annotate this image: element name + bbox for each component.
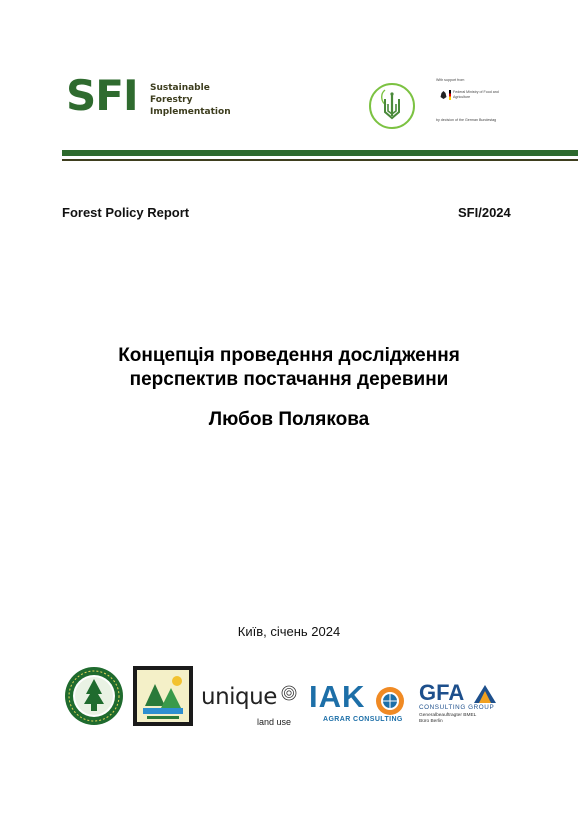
document-title bbox=[60, 344, 518, 392]
state-forest-agency-seal-icon bbox=[64, 666, 124, 726]
german-flag-bar bbox=[449, 90, 451, 100]
bmel-support-text: With support from bbox=[436, 78, 465, 82]
gfa-subtitle-1: Generalbeauftragter BMEL bbox=[419, 713, 477, 718]
iak-agrar-consulting-logo bbox=[309, 679, 409, 729]
bmel-ministry-text: Federal Ministry of Food and Agriculture bbox=[453, 90, 499, 99]
sfi-logo bbox=[66, 71, 236, 124]
unique-land-use-logo bbox=[201, 684, 301, 728]
bmel-support-block bbox=[436, 78, 516, 134]
unique-wordmark: unique bbox=[201, 684, 277, 710]
sfi-logo-line2: Forestry bbox=[150, 95, 193, 105]
unique-subtitle: land use bbox=[257, 717, 292, 727]
bmel-decision-text: by decision of the German Bundestag bbox=[436, 118, 497, 122]
gfa-triangle-icon bbox=[473, 684, 497, 704]
sfi-logo-line3: Implementation bbox=[150, 107, 231, 117]
iak-globe-icon bbox=[373, 685, 407, 719]
gfa-subtitle-2: Büro Berlin bbox=[419, 719, 443, 724]
sfi-logo-line1: Sustainable bbox=[150, 83, 210, 93]
report-type: Forest Policy Report bbox=[62, 205, 190, 220]
federal-eagle-icon bbox=[440, 90, 447, 100]
sfi-logo-subtitle bbox=[150, 82, 231, 118]
header-rule-thin bbox=[62, 159, 578, 161]
place-date: Київ, січень 2024 bbox=[237, 624, 341, 639]
sfi-acronym: SFI bbox=[66, 71, 138, 120]
gfa-consulting-group-text: CONSULTING GROUP bbox=[419, 704, 495, 711]
report-number: SFI/2024 bbox=[458, 205, 511, 220]
title-line2: перспектив постачання деревини bbox=[129, 369, 449, 390]
title-line1: Концепція проведення дослідження bbox=[118, 345, 460, 366]
national-park-emblem-icon bbox=[133, 666, 193, 726]
author-name: Любов Полякова bbox=[208, 409, 370, 430]
gfa-consulting-group-logo bbox=[419, 680, 507, 729]
gfa-wordmark: GFA bbox=[419, 680, 465, 705]
ukraine-trident-icon bbox=[368, 82, 416, 130]
header-rule-thick bbox=[62, 150, 578, 156]
iak-wordmark: IAK bbox=[309, 679, 366, 714]
unique-fingerprint-icon bbox=[281, 685, 297, 701]
iak-subtitle: AGRAR CONSULTING bbox=[323, 716, 403, 723]
